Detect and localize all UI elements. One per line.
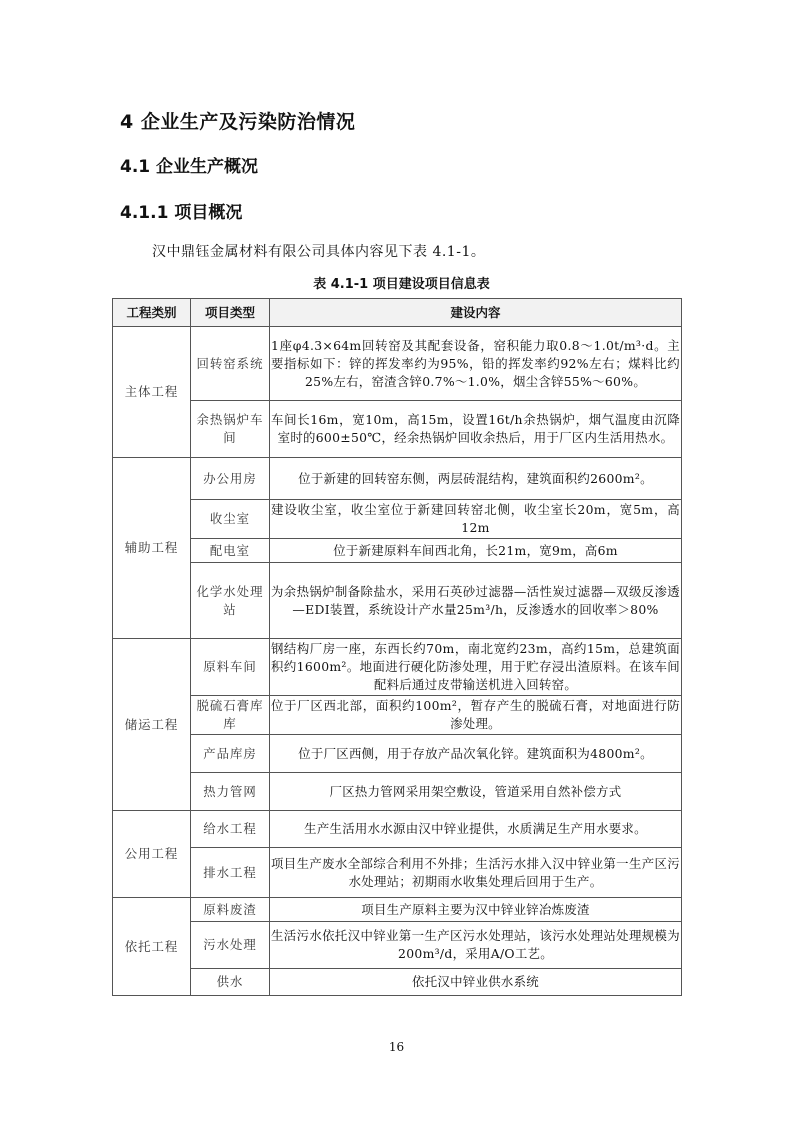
table-row [113, 811, 682, 848]
type-cell: 收尘室 [191, 500, 270, 539]
table-row [113, 327, 682, 401]
table-row [113, 735, 682, 773]
table-row [113, 563, 682, 639]
table-row [113, 500, 682, 539]
content-cell: 位于厂区西北部，面积约100m²，暂存产生的脱硫石膏，对地面进行防渗处理。 [270, 696, 682, 735]
table-row [113, 401, 682, 458]
content-cell: 1座φ4.3×64m回转窑及其配套设备，窑积能力取0.8～1.0t/m³·d。主要指标如下：锌的挥发率约为95%，铅的挥发率约92%左右；煤料比约25%左右，窑渣含锌0.7%～1.0%，烟尘含锌55%～60%。 [270, 327, 682, 401]
content-cell: 依托汉中锌业供水系统 [270, 969, 682, 996]
header-content: 建设内容 [270, 299, 682, 327]
table-header-row [113, 299, 682, 327]
section-heading-4-1: 4.1 企业生产概况 [120, 157, 259, 177]
table-row [113, 696, 682, 735]
type-cell: 原料废渣 [191, 898, 270, 922]
section-heading-4-1-1: 4.1.1 项目概况 [120, 203, 243, 223]
type-cell: 余热锅炉车间 [191, 401, 270, 458]
type-cell: 办公用房 [191, 458, 270, 500]
type-cell: 污水处理 [191, 922, 270, 969]
type-cell: 原料车间 [191, 639, 270, 696]
table-row [113, 458, 682, 500]
content-cell: 项目生产废水全部综合利用不外排；生活污水排入汉中锌业第一生产区污水处理站；初期雨水收集处理后回用于生产。 [270, 848, 682, 898]
content-cell: 生活污水依托汉中锌业第一生产区污水处理站，该污水处理站处理规模为200m³/d，采用A/O工艺。 [270, 922, 682, 969]
category-cell: 依托工程 [113, 898, 191, 996]
table-row [113, 539, 682, 563]
page-number: 16 [388, 1040, 405, 1054]
content-cell: 生产生活用水水源由汉中锌业提供，水质满足生产用水要求。 [270, 811, 682, 848]
content-cell: 位于新建的回转窑东侧，两层砖混结构，建筑面积约2600m²。 [270, 458, 682, 500]
content-cell: 厂区热力管网采用架空敷设，管道采用自然补偿方式 [270, 773, 682, 811]
type-cell: 脱硫石膏库库 [191, 696, 270, 735]
project-info-table [112, 298, 682, 996]
table-row [113, 898, 682, 922]
table-row [113, 922, 682, 969]
type-cell: 排水工程 [191, 848, 270, 898]
table-row [113, 773, 682, 811]
header-type: 项目类型 [191, 299, 270, 327]
intro-paragraph: 汉中鼎钰金属材料有限公司具体内容见下表 4.1-1。 [152, 244, 486, 260]
content-cell: 钢结构厂房一座，东西长约70m，南北宽约23m，高约15m，总建筑面积约1600m²。地面进行硬化防渗处理，用于贮存浸出渣原料。在该车间配料后通过皮带输送机进入回转窑。 [270, 639, 682, 696]
type-cell: 产品库房 [191, 735, 270, 773]
category-cell: 公用工程 [113, 811, 191, 898]
content-cell: 项目生产原料主要为汉中锌业锌冶炼废渣 [270, 898, 682, 922]
type-cell: 供水 [191, 969, 270, 996]
content-cell: 为余热锅炉制备除盐水，采用石英砂过滤器—活性炭过滤器—双级反渗透—EDI装置，系统设计产水量25m³/h，反渗透水的回收率＞80% [270, 563, 682, 639]
type-cell: 配电室 [191, 539, 270, 563]
category-cell: 储运工程 [113, 639, 191, 811]
section-heading-4: 4 企业生产及污染防治情况 [120, 111, 356, 133]
category-cell: 辅助工程 [113, 458, 191, 639]
type-cell: 热力管网 [191, 773, 270, 811]
table-row [113, 848, 682, 898]
table-caption: 表 4.1-1 项目建设项目信息表 [313, 277, 490, 292]
type-cell: 化学水处理站 [191, 563, 270, 639]
category-cell: 主体工程 [113, 327, 191, 458]
type-cell: 给水工程 [191, 811, 270, 848]
content-cell: 位于新建原料车间西北角，长21m，宽9m，高6m [270, 539, 682, 563]
content-cell: 建设收尘室，收尘室位于新建回转窑北侧，收尘室长20m，宽5m，高12m [270, 500, 682, 539]
header-category: 工程类别 [113, 299, 191, 327]
content-cell: 车间长16m，宽10m，高15m，设置16t/h余热锅炉，烟气温度由沉降室时的600±50℃，经余热锅炉回收余热后，用于厂区内生活用热水。 [270, 401, 682, 458]
table-row [113, 639, 682, 696]
type-cell: 回转窑系统 [191, 327, 270, 401]
table-row [113, 969, 682, 996]
content-cell: 位于厂区西侧，用于存放产品次氧化锌。建筑面积为4800m²。 [270, 735, 682, 773]
